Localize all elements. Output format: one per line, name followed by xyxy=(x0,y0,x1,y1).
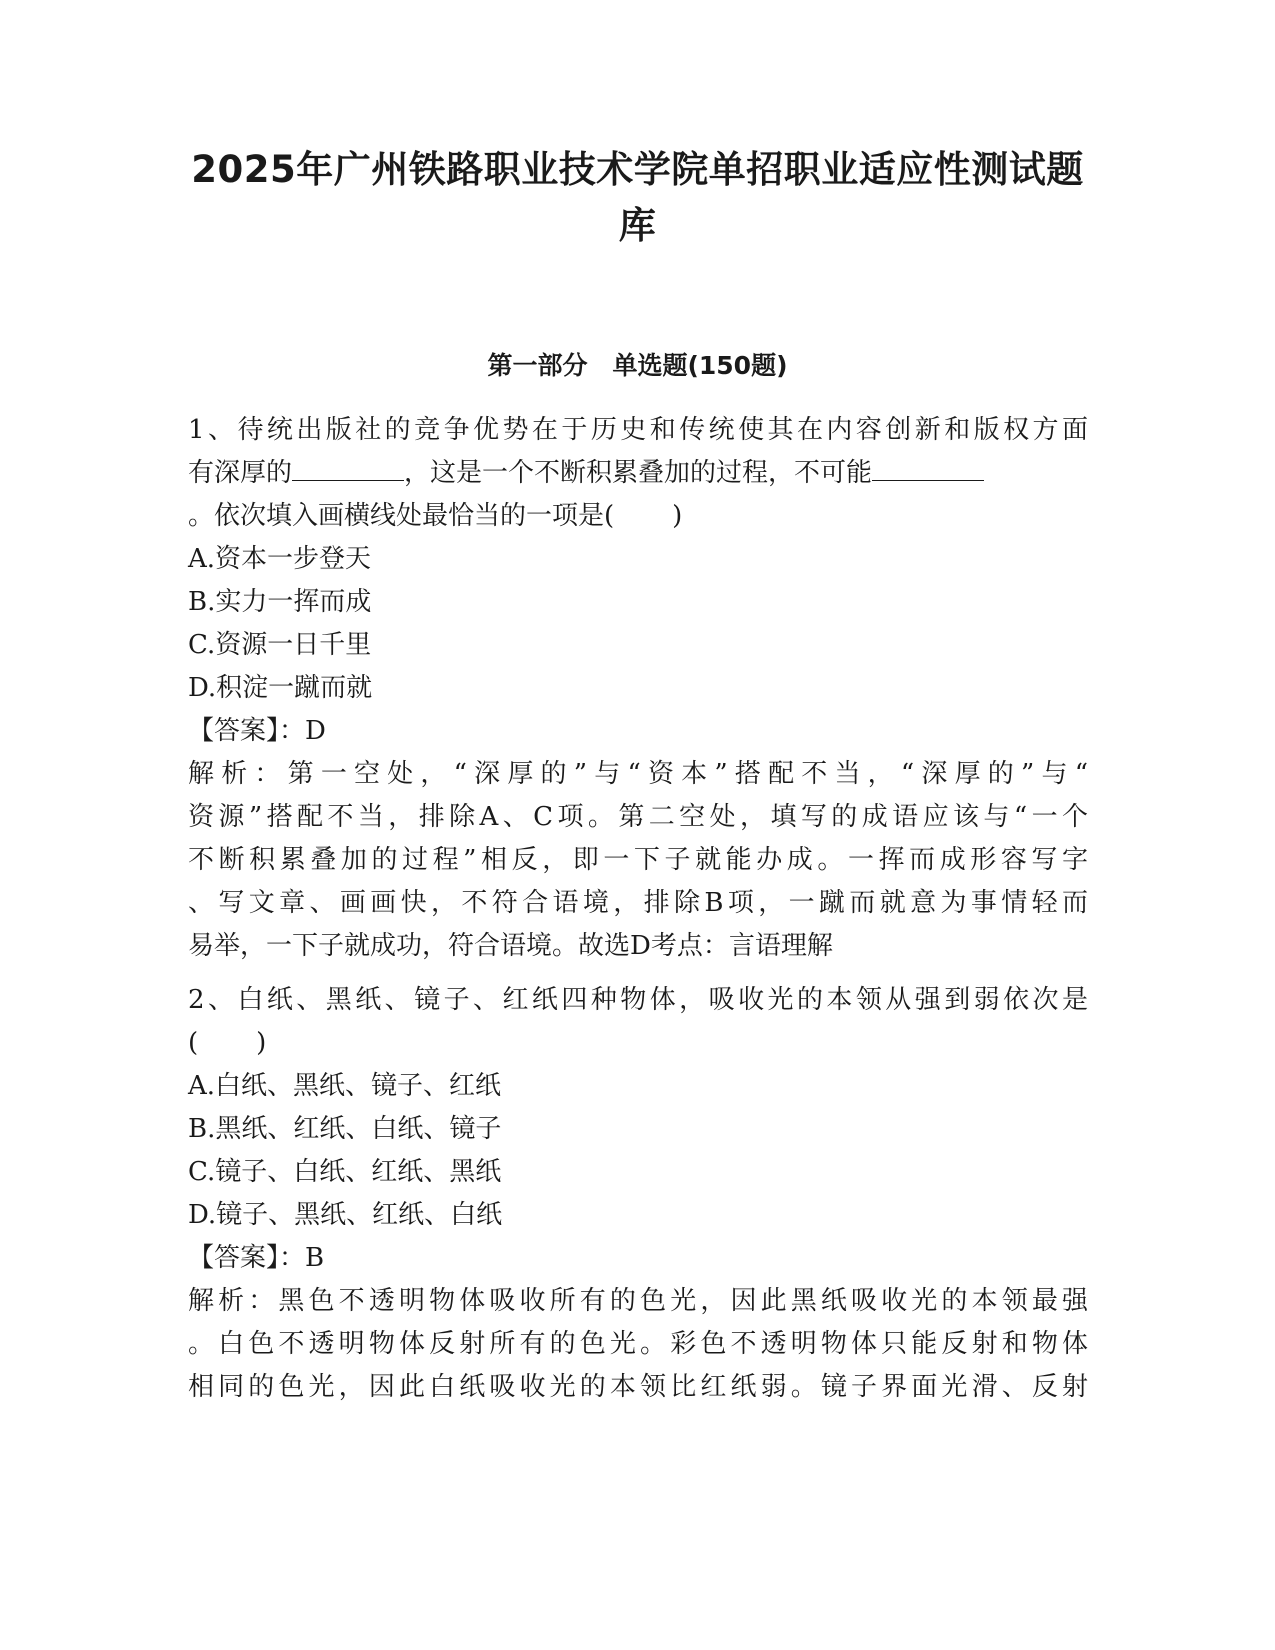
question-stem-line: 1、待统出版社的竞争优势在于历史和传统使其在内容创新和版权方面 xyxy=(188,415,1088,445)
document-title xyxy=(150,142,1125,254)
question-stem-text: ，这是一个不断积累叠加的过程，不可能 xyxy=(404,458,873,488)
question-stem-line xyxy=(188,1022,1088,1065)
option-c: C.资源一日千里 xyxy=(188,630,372,660)
question-stem-line xyxy=(188,495,1088,538)
question-stem-text: 有深厚的 xyxy=(188,458,293,488)
analysis-line: 、写文章、画画快，不符合语境，排除B项，一蹴而就意为事情轻而 xyxy=(188,888,1088,918)
question-stem-text: 。依次填入画横线处最恰当的一项是( xyxy=(188,501,615,531)
analysis-line: 解析：黑色不透明物体吸收所有的色光，因此黑纸吸收光的本领最强 xyxy=(188,1286,1088,1316)
analysis-line: 不断积累叠加的过程”相反，即一下子就能办成。一挥而成形容写字 xyxy=(188,845,1088,875)
answer-label: 【答案】：D xyxy=(188,716,326,746)
fill-in-blank xyxy=(872,452,984,481)
analysis-line: 相同的色光，因此白纸吸收光的本领比红纸弱。镜子界面光滑、反射 xyxy=(188,1372,1088,1402)
answer-label: 【答案】：B xyxy=(188,1243,325,1273)
question-stem-line xyxy=(188,452,1088,495)
title-line-2: 库 xyxy=(618,204,657,247)
question-2 xyxy=(188,979,1088,1409)
section-heading: 第一部分 单选题(150题) xyxy=(487,351,788,380)
question-list xyxy=(188,409,1088,1409)
option-c: C.镜子、白纸、红纸、黑纸 xyxy=(188,1157,502,1187)
fill-in-blank xyxy=(292,452,404,481)
question-stem-text: ( xyxy=(188,1028,199,1058)
option-b: B.黑纸、红纸、白纸、镜子 xyxy=(188,1114,502,1144)
title-line-1: 2025年广州铁路职业技术学院单招职业适应性测试题 xyxy=(191,148,1084,191)
option-d: D.积淀一蹴而就 xyxy=(188,673,373,703)
question-stem-text: ) xyxy=(672,501,683,531)
option-a: A.资本一步登天 xyxy=(188,544,372,574)
option-b: B.实力一挥而成 xyxy=(188,587,372,617)
question-stem-text: ) xyxy=(256,1028,267,1058)
question-stem-line: 2、白纸、黑纸、镜子、红纸四种物体，吸收光的本领从强到弱依次是 xyxy=(188,985,1088,1015)
analysis-line: 资源”搭配不当，排除A、C项。第二空处，填写的成语应该与“一个 xyxy=(188,802,1088,832)
analysis-line: 解析：第一空处，“深厚的”与“资本”搭配不当，“深厚的”与“ xyxy=(188,759,1088,789)
option-d: D.镜子、黑纸、红纸、白纸 xyxy=(188,1200,503,1230)
analysis-line: 易举，一下子就成功，符合语境。故选D考点：言语理解 xyxy=(188,931,833,961)
question-1 xyxy=(188,409,1088,968)
option-a: A.白纸、黑纸、镜子、红纸 xyxy=(188,1071,502,1101)
analysis-line: 。白色不透明物体反射所有的色光。彩色不透明物体只能反射和物体 xyxy=(188,1329,1088,1359)
